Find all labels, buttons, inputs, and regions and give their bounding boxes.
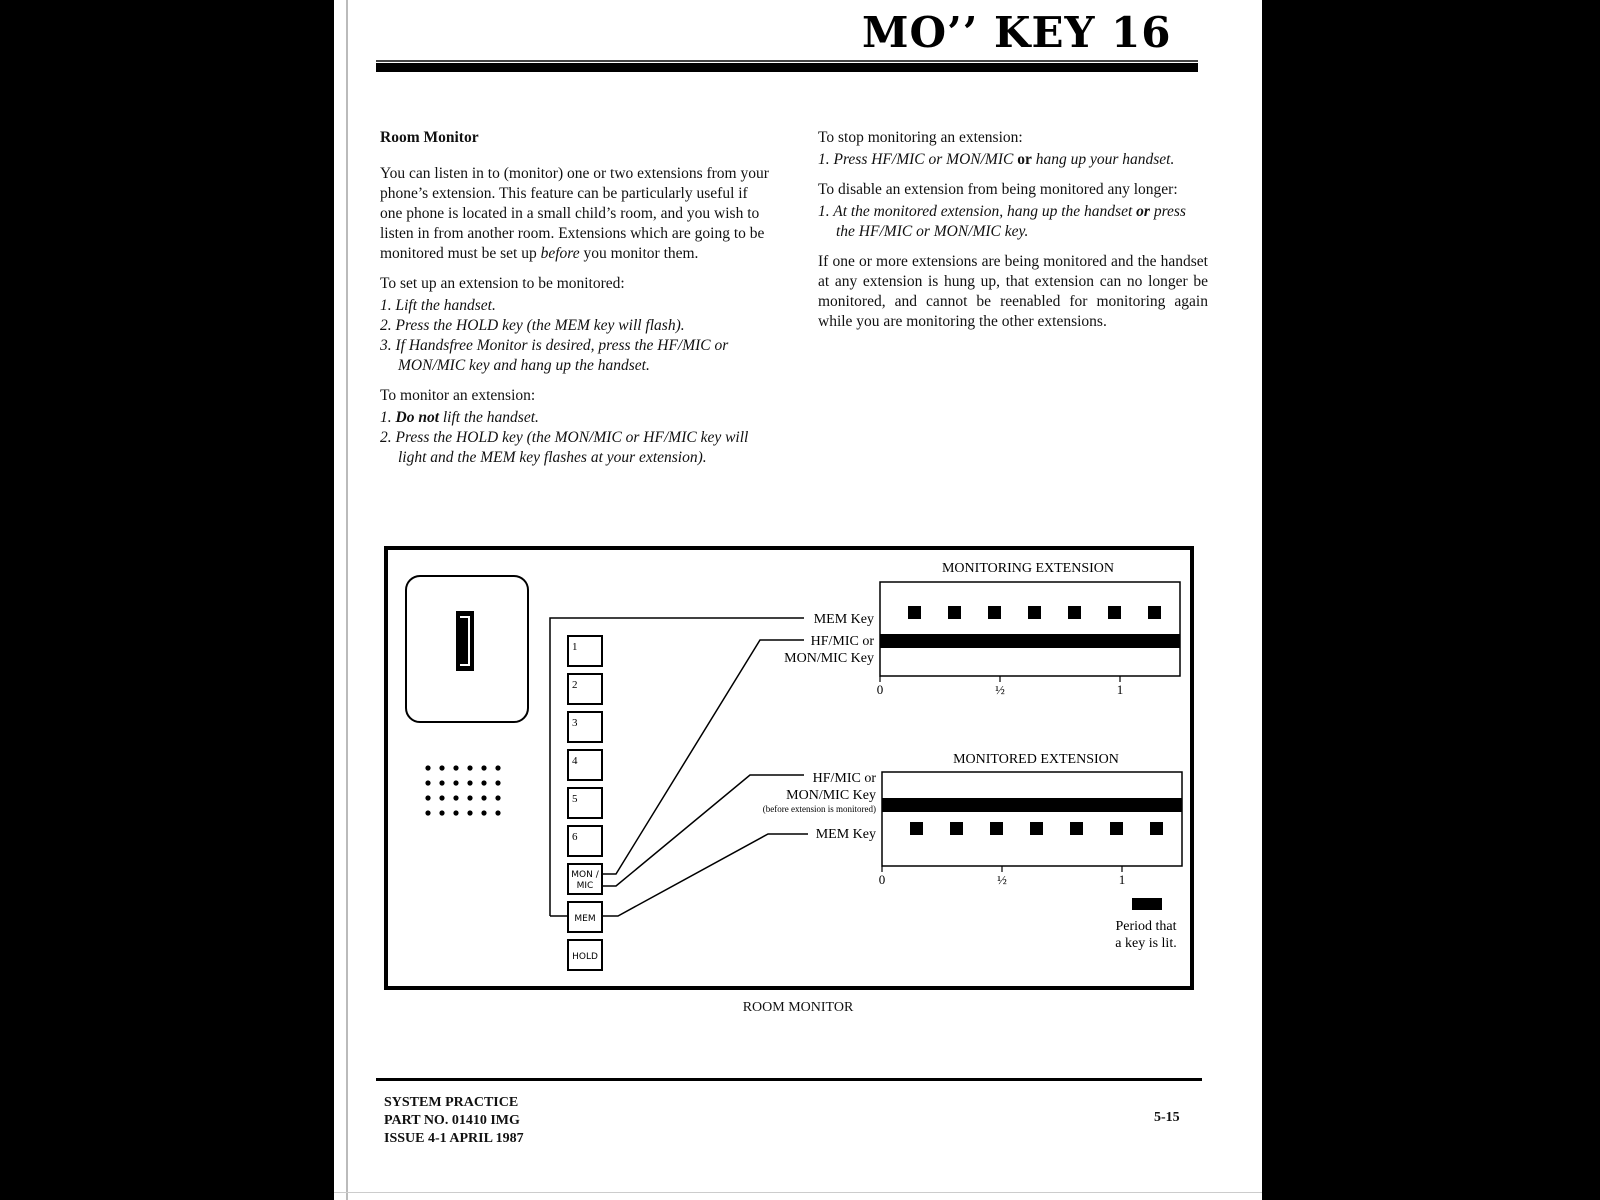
key-column	[568, 636, 602, 970]
legend-swatch	[1132, 898, 1162, 910]
right-column	[818, 128, 1208, 342]
monitor-steps	[380, 408, 770, 468]
monitoring-extension-title: MONITORING EXTENSION	[941, 561, 1115, 576]
speaker-dot	[439, 780, 444, 785]
lit-period-square	[950, 822, 963, 835]
footer-info	[384, 1094, 524, 1148]
speaker-dot	[481, 765, 486, 770]
monitor-step: 2. Press the HOLD key (the MON/MIC or HF/MIC key will light and the MEM key flashes at your extension).	[380, 429, 749, 466]
scale-label-0: 0	[878, 872, 886, 887]
monitored-hf-label-2: MON/MIC Key	[786, 788, 876, 803]
figure-caption: ROOM MONITOR	[742, 1000, 854, 1015]
speaker-dot	[425, 780, 430, 785]
stop-lead: To stop monitoring an extension:	[818, 129, 1023, 146]
footer-line-3: ISSUE 4-1 APRIL 1987	[384, 1131, 524, 1146]
mon-mic-key-label-1: MON /	[571, 870, 599, 880]
disable-steps	[818, 202, 1208, 242]
speaker-dot	[453, 765, 458, 770]
lit-period-square	[1110, 822, 1123, 835]
speaker-dot	[425, 795, 430, 800]
monitored-hf-lit-bar	[882, 798, 1182, 812]
scale-label-half: ½	[997, 872, 1007, 887]
lit-period-square	[1108, 606, 1121, 619]
lit-period-square	[1150, 822, 1163, 835]
lit-period-square	[1068, 606, 1081, 619]
monitoring-timing-box	[880, 582, 1180, 676]
key-5-label: 5	[572, 793, 578, 805]
before-monitored-note: (before extension is monitored)	[762, 804, 876, 814]
monitor-lead: To monitor an extension:	[380, 387, 536, 404]
key-6-label: 6	[572, 831, 578, 843]
stop-step: 1. Press HF/MIC or MON/MIC or hang up your handset.	[818, 151, 1175, 168]
lit-period-square	[1148, 606, 1161, 619]
footer-rule	[376, 1078, 1202, 1081]
monitoring-mem-key-label: MEM Key	[813, 612, 874, 627]
footer-line-1: SYSTEM PRACTICE	[384, 1095, 519, 1110]
document-page	[334, 0, 1262, 1200]
speaker-dot	[453, 810, 458, 815]
lit-period-square	[1028, 606, 1041, 619]
scale-label-1: 1	[1116, 682, 1124, 697]
monitored-timing-box	[882, 772, 1182, 866]
lit-period-square	[910, 822, 923, 835]
mon-mic-key-label-2: MIC	[576, 881, 594, 891]
speaker-grille	[425, 765, 500, 815]
setup-lead: To set up an extension to be monitored:	[380, 275, 625, 292]
legend-text-1: Period that	[1115, 919, 1177, 934]
lit-period-square	[948, 606, 961, 619]
key-3-label: 3	[572, 717, 578, 729]
room-monitor-figure	[384, 546, 1204, 996]
speaker-dot	[495, 780, 500, 785]
intro-paragraph: You can listen in to (monitor) one or two extensions from your phone’s extension. This feature can be particularly useful if one phone is located in a small child’s room, and you wish to listen in from another room. Extensions which are going to be monitored must be set up before you monitor them.	[380, 165, 769, 262]
title-rule-thin	[376, 60, 1198, 62]
setup-step: 3. If Handsfree Monitor is desired, press the HF/MIC or MON/MIC key and hang up the handset.	[380, 337, 729, 374]
lit-period-square	[1070, 822, 1083, 835]
disable-step: 1. At the monitored extension, hang up the handset or press the HF/MIC or MON/MIC key.	[818, 203, 1186, 240]
left-column	[380, 128, 770, 478]
speaker-dot	[495, 810, 500, 815]
speaker-dot	[453, 780, 458, 785]
section-heading: Room Monitor	[380, 129, 479, 146]
speaker-dot	[481, 780, 486, 785]
monitor-step: 1. Do not lift the handset.	[380, 409, 539, 426]
speaker-dot	[439, 810, 444, 815]
speaker-dot	[439, 765, 444, 770]
speaker-dot	[467, 780, 472, 785]
disable-lead: To disable an extension from being monitored any longer:	[818, 181, 1178, 198]
speaker-dot	[495, 765, 500, 770]
monitored-scale	[879, 866, 1126, 887]
lit-period-square	[990, 822, 1003, 835]
lit-period-square	[908, 606, 921, 619]
speaker-dot	[467, 795, 472, 800]
monitored-mem-key-label: MEM Key	[815, 827, 876, 842]
key-1-label: 1	[572, 641, 578, 653]
speaker-dot	[467, 765, 472, 770]
speaker-dot	[481, 810, 486, 815]
key-4-label: 4	[572, 755, 578, 767]
stop-steps	[818, 150, 1208, 170]
handset-slot-fill	[460, 618, 468, 664]
title-rule	[376, 63, 1198, 72]
page-bottom-edge	[334, 1192, 1262, 1193]
leader-hf-monitoring	[602, 640, 804, 874]
speaker-dot	[481, 795, 486, 800]
monitored-mem-pulses	[910, 822, 1163, 835]
legend-text-2: a key is lit.	[1115, 936, 1177, 951]
setup-steps	[380, 296, 770, 376]
key-2-label: 2	[572, 679, 578, 691]
scale-label-0: 0	[876, 682, 884, 697]
speaker-dot	[439, 795, 444, 800]
page-title: MO’’ KEY 16	[862, 8, 1172, 57]
speaker-dot	[425, 765, 430, 770]
binder-margin-line	[346, 0, 348, 1200]
footer-line-2: PART NO. 01410 IMG	[384, 1113, 520, 1128]
speaker-dot	[425, 810, 430, 815]
page-number: 5-15	[1154, 1110, 1180, 1125]
monitoring-hf-lit-bar	[880, 634, 1180, 648]
setup-step: 2. Press the HOLD key (the MEM key will flash).	[380, 317, 685, 334]
hold-key-label: HOLD	[572, 952, 598, 962]
closing-paragraph: If one or more extensions are being monitored and the handset at any extension is hung up, that extension can no longer be monitored, and cannot be reenabled for monitoring again while you are monitoring the other extensions.	[818, 253, 1208, 330]
monitored-extension-title: MONITORED EXTENSION	[953, 752, 1119, 767]
setup-step: 1. Lift the handset.	[380, 297, 496, 314]
speaker-dot	[495, 795, 500, 800]
monitoring-hf-label-1: HF/MIC or	[810, 634, 874, 649]
speaker-dot	[453, 795, 458, 800]
monitoring-hf-label-2: MON/MIC Key	[784, 651, 874, 666]
monitoring-scale	[877, 676, 1124, 697]
lit-period-square	[988, 606, 1001, 619]
monitored-hf-label-1: HF/MIC or	[812, 771, 876, 786]
scale-label-1: 1	[1118, 872, 1126, 887]
lit-period-square	[1030, 822, 1043, 835]
speaker-dot	[467, 810, 472, 815]
scale-label-half: ½	[995, 682, 1005, 697]
mem-key-label: MEM	[574, 914, 596, 924]
monitoring-mem-pulses	[908, 606, 1161, 619]
